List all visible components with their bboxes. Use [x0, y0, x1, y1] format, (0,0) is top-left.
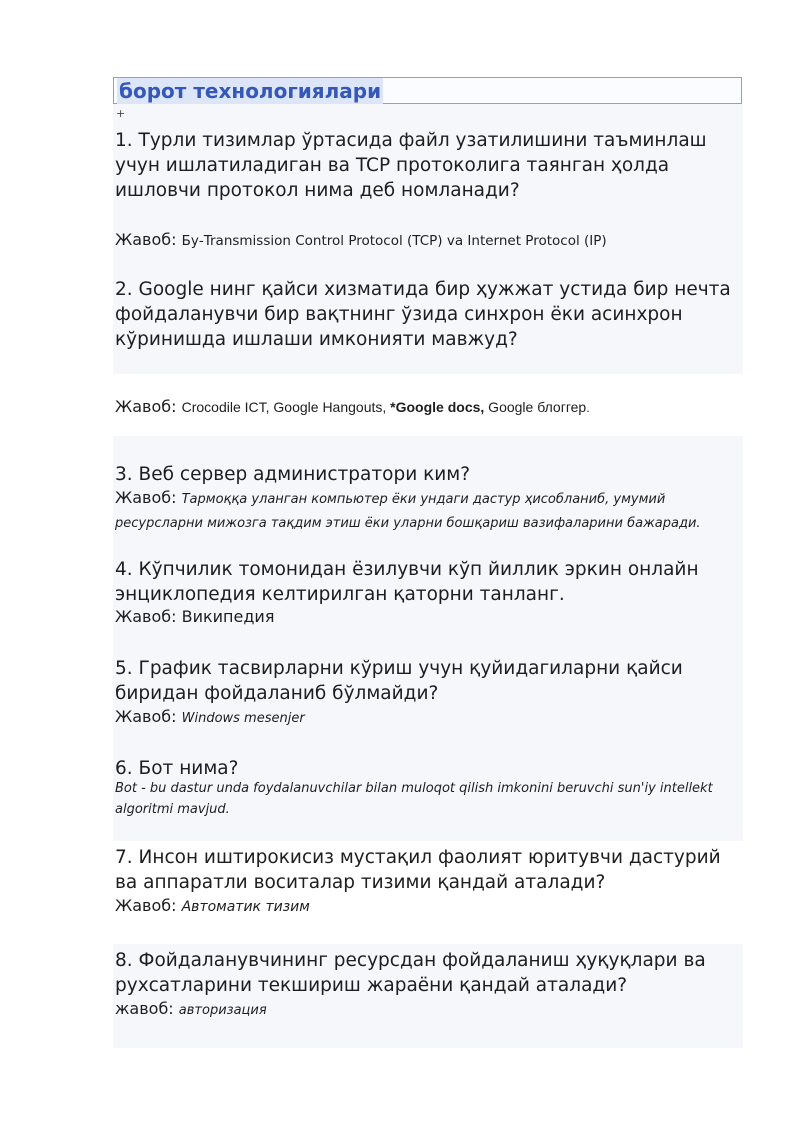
answer-2 [115, 396, 745, 420]
answer-3-label: Жавоб: [115, 488, 177, 507]
answer-4-label: Жавоб: [115, 607, 177, 626]
answer-2-label: Жавоб: [115, 397, 177, 416]
plus-marker: + [116, 107, 126, 120]
question-7: 7. Инсон иштирокисиз мустақил фаолият юритувчи дастурий ва аппаратли воситалар тизими қандай аталади? [115, 847, 721, 893]
answer-7-text: Автоматик тизим [181, 899, 310, 915]
answer-8 [115, 998, 745, 1022]
answer-4-text: Википедия [181, 607, 275, 626]
question-3: 3. Веб сервер администратори ким? [115, 464, 471, 485]
question-4: 4. Кўпчилик томонидан ёзилувчи кўп йиллик эркин онлайн энциклопедия келтирилган қаторни танланг. [115, 559, 699, 605]
answer-2-end: . [586, 402, 590, 415]
question-5: 5. График тасвирларни кўриш учун қуйидагиларни қайси биридан фойдаланиб бўлмайди? [115, 658, 683, 704]
title-box [113, 77, 742, 104]
answer-8-text: авторизация [178, 1003, 267, 1018]
answer-5-label: Жавоб: [115, 707, 177, 726]
answer-7 [115, 895, 745, 918]
answer-5-text: Windows mesenjer [181, 711, 305, 726]
answer-1-label: Жавоб: [115, 230, 177, 249]
answer-4 [115, 606, 745, 628]
answer-3 [115, 487, 745, 535]
answer-2-text-bold: *Google docs, [390, 399, 485, 415]
answer-2-text-1: Crocodile ICT, Google Hangouts, [181, 399, 391, 415]
question-2: 2. Google нинг қайси хизматида бир ҳужжат устида бир нечта фойдаланувчи бир вақтнинг ўзида синхрон ёки асинхрон кўринишда ишлаши имконияти мавжуд? [115, 279, 731, 350]
answer-7-label: Жавоб: [115, 896, 177, 915]
answer-3-text: Тармоққа уланган компьютер ёки ундаги дастур ҳисобланиб, умумий ресурсларни мижозга тақдим этиш ёки уларни бошқариш вазифаларини бажаради. [115, 492, 701, 531]
answer-2-text-2: Google блоггер [484, 399, 587, 415]
document-title: борот технологиялари [119, 79, 382, 103]
answer-8-label: жавоб: [115, 999, 174, 1018]
question-6: 6. Бот нима? [115, 758, 239, 779]
answer-6-text: Bot - bu dastur unda foydalanuvchilar bilan muloqot qilish imkonini beruvchi sun'iy intellekt algoritmi mavjud. [115, 781, 713, 817]
question-8: 8. Фойдаланувчининг ресурсдан фойдаланиш ҳуқуқлари ва рухсатларини текшириш жараёни қандай аталади? [115, 950, 706, 996]
answer-1-text: Бу-Transmission Control Protocol (TCP) va Internet Protocol (IP) [181, 233, 607, 249]
answer-1 [115, 229, 745, 252]
answer-5 [115, 706, 745, 730]
question-1: 1. Турли тизимлар ўртасида файл узатилишини таъминлаш учун ишлатиладиган ва TCP протоколига таянган ҳолда ишловчи протокол нима деб номланади? [115, 130, 707, 201]
